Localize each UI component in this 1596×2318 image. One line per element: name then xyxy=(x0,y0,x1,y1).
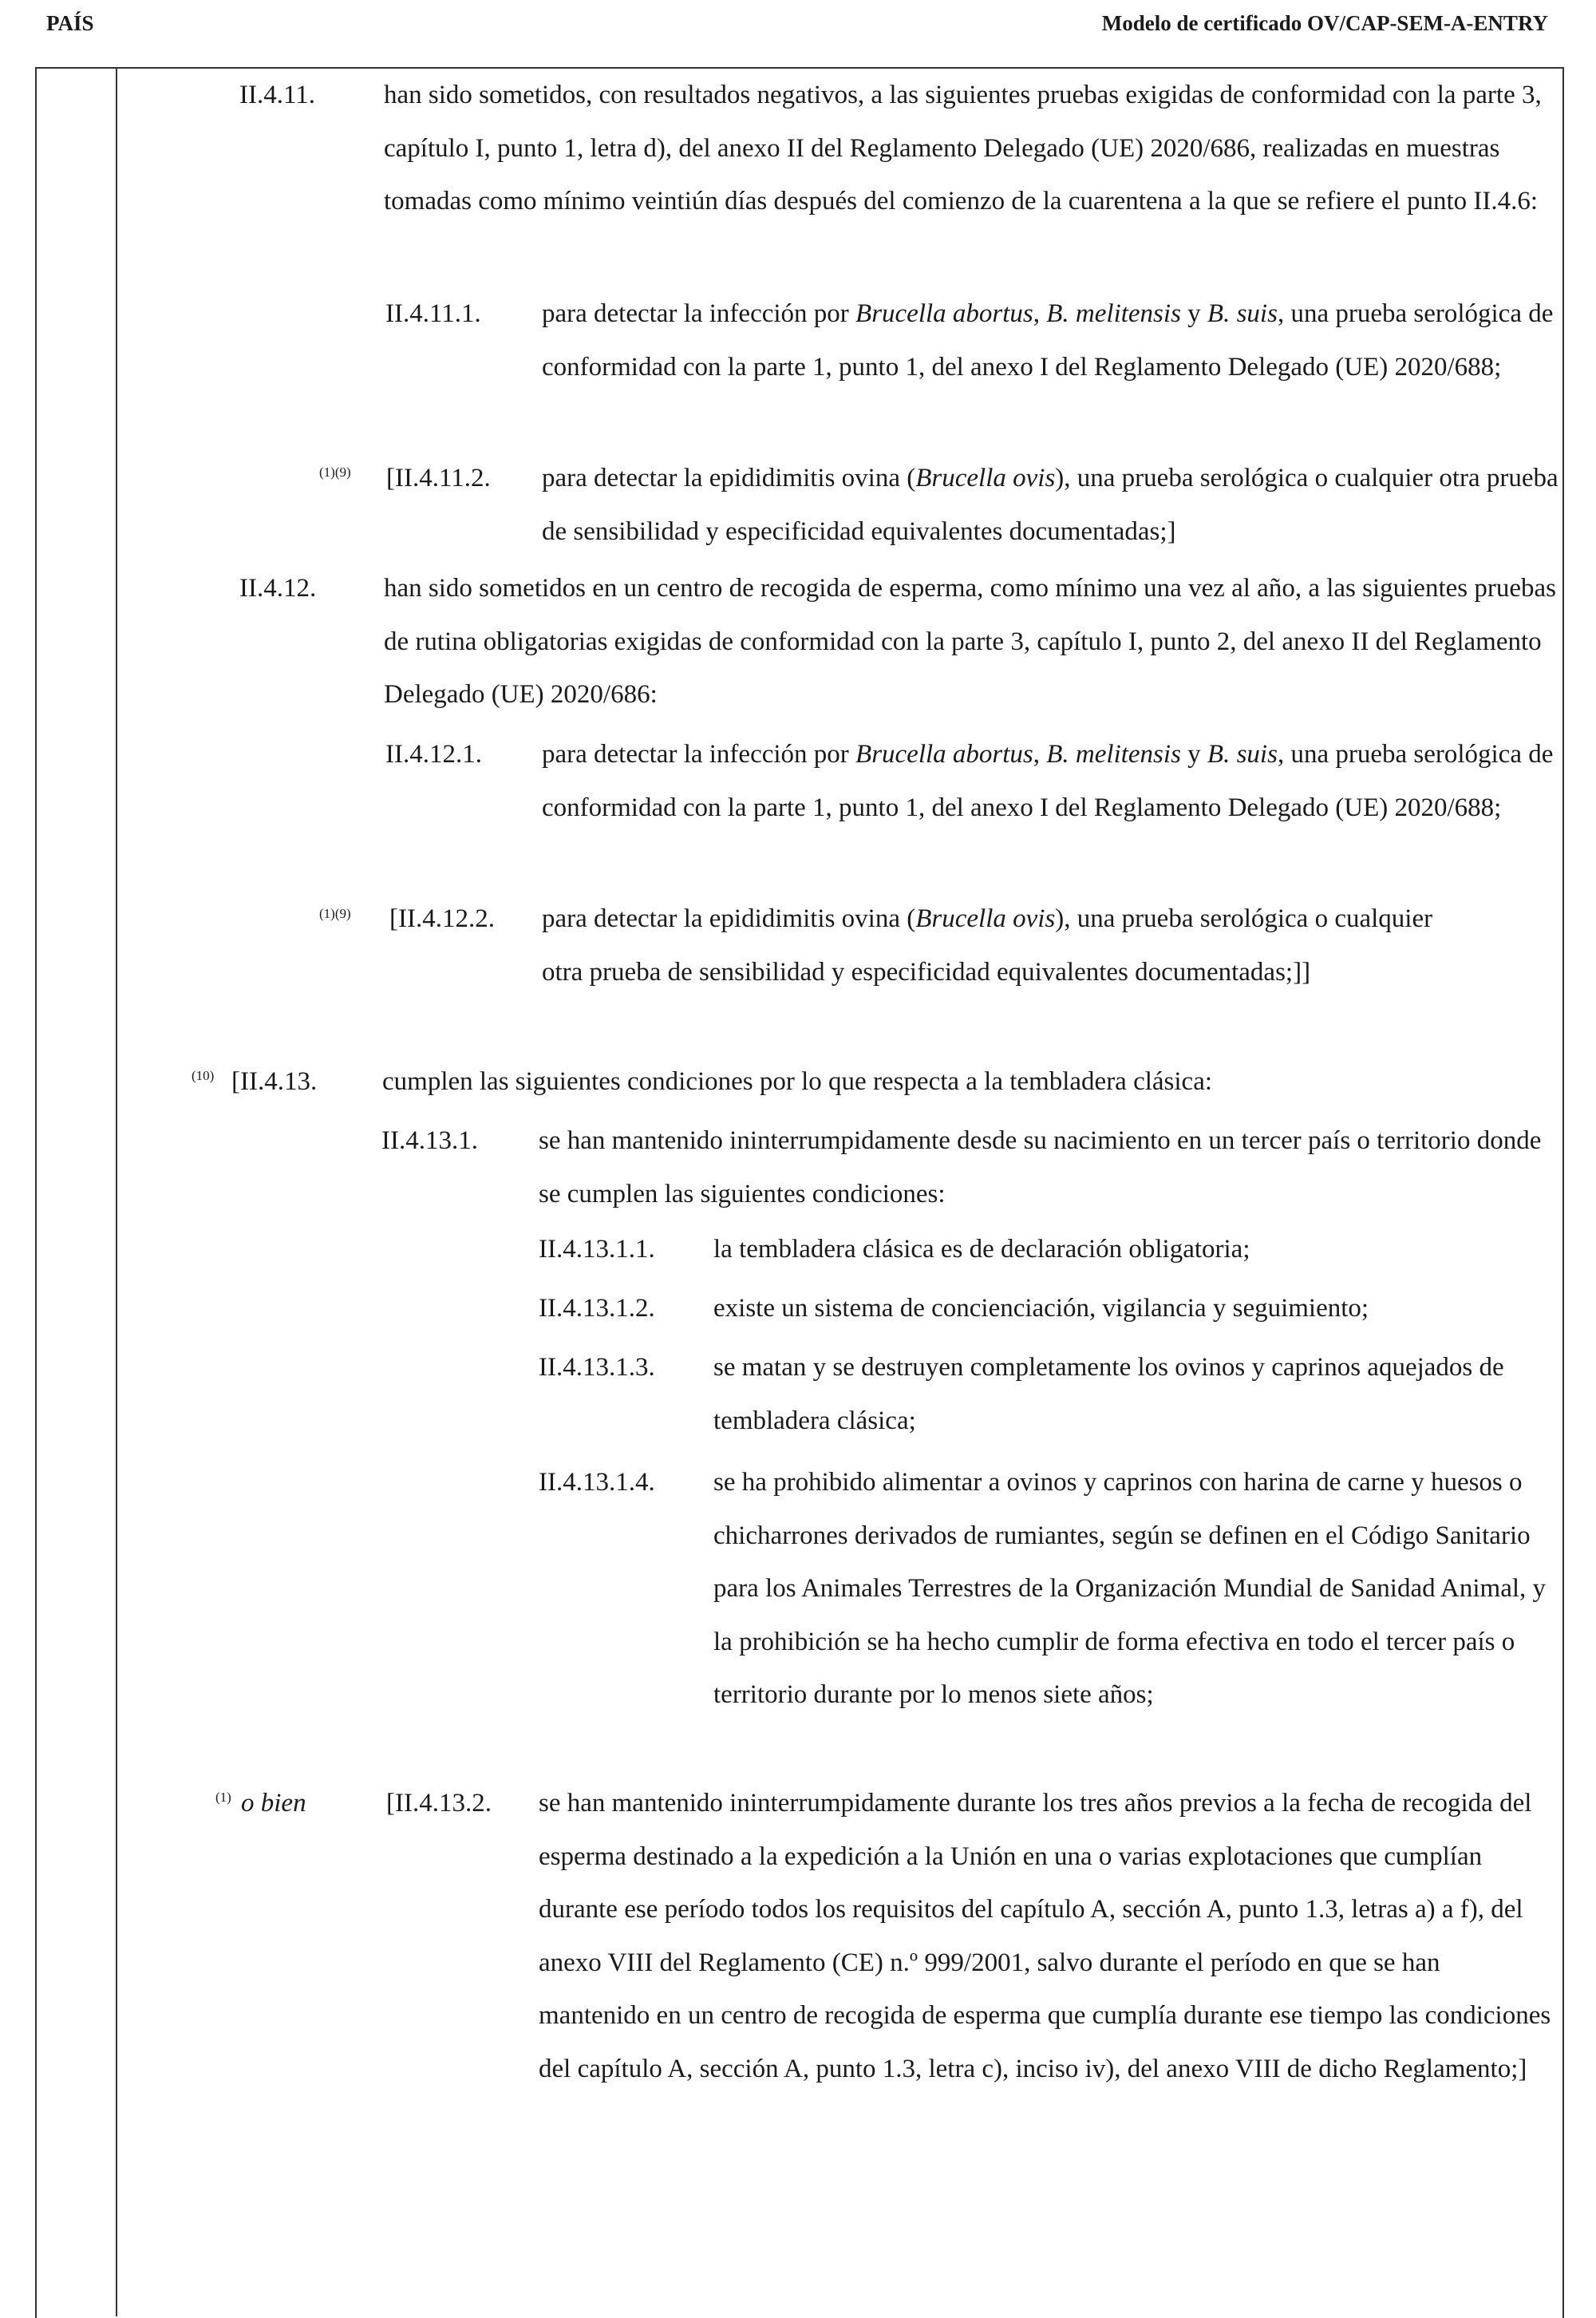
item-text-II-4-12-2 xyxy=(542,892,1479,999)
text-part: ), una prueba serológica o cualquier otra prueba de sensibilidad y especificidad equivalentes documentadas;] xyxy=(542,464,1558,546)
text-part: ), una prueba serológica o cualquier otra prueba de sensibilidad y especificidad equivalentes documentadas;]] xyxy=(542,904,1433,987)
species-name: B. suis xyxy=(1207,299,1278,328)
text-part: , una prueba serológica de conformidad con la parte 1, punto 1, del anexo I del Reglamento Delegado (UE) 2020/688; xyxy=(542,740,1554,822)
item-text-II-4-13-1: se han mantenido ininterrumpidamente desde su nacimiento en un tercer país o territorio donde se cumplen las siguientes condiciones: xyxy=(539,1126,1542,1208)
text-part: , xyxy=(1033,299,1047,328)
item-number-II-4-13-1-4: II.4.13.1.4. xyxy=(539,1468,655,1497)
text-part: y xyxy=(1180,299,1207,328)
item-text-II-4-13-1-2: existe un sistema de concienciación, vigilancia y seguimiento; xyxy=(713,1294,1369,1323)
text-part: para detectar la epididimitis ovina ( xyxy=(542,904,916,933)
text-part: para detectar la infección por xyxy=(542,299,856,328)
item-number-II-4-13-1-3: II.4.13.1.3. xyxy=(539,1353,655,1382)
header-country: PAÍS xyxy=(46,11,94,35)
species-name: B. melitensis xyxy=(1046,299,1181,328)
species-name: Brucella abortus xyxy=(855,299,1033,328)
text-part: para detectar la infección por xyxy=(542,740,856,769)
item-text-II-4-13-2: se han mantenido ininterrumpidamente durante los tres años previos a la fecha de recogida del esperma destinado a la expedición a la Unión en una o varias explotaciones que cumplían durante ese período todos los requisitos del capítulo A, sección A, punto 1.3, letras a) a f), del anexo VIII del Reglamento (CE) n.º 999/2001, salvo durante el período en que se han mantenido en un centro de recogida de esperma que cumplía durante ese tiempo las condiciones del capítulo A, sección A, punto 1.3, letra c), inciso iv), del anexo VIII de dicho Reglamento;] xyxy=(539,1789,1551,2083)
item-text-II-4-12-1 xyxy=(542,728,1559,834)
species-name: Brucella ovis xyxy=(915,904,1056,933)
item-text-II-4-11-1 xyxy=(542,287,1559,394)
item-number-II-4-13-1: II.4.13.1. xyxy=(381,1126,478,1155)
item-text-II-4-13-1-4: se ha prohibido alimentar a ovinos y caprinos con harina de carne y huesos o chicharrones derivados de rumiantes, según se definen en el Código Sanitario para los Animales Terrestres de la Organización Mundial de Sanidad Animal, y la prohibición se ha hecho cumplir de forma efectiva en todo el tercer país o territorio durante por lo menos siete años; xyxy=(713,1468,1547,1709)
item-number-II-4-13-1-2: II.4.13.1.2. xyxy=(539,1294,655,1323)
item-text-II-4-12: han sido sometidos en un centro de recogida de esperma, como mínimo una vez al año, a las siguientes pruebas de rutina obligatorias exigidas de conformidad con la parte 3, capítulo I, punto 2, del anexo II del Reglamento Delegado (UE) 2020/686: xyxy=(384,574,1556,709)
header-certificate-model: Modelo de certificado OV/CAP-SEM-A-ENTRY xyxy=(1101,11,1548,35)
item-number-II-4-13: [II.4.13. xyxy=(231,1067,318,1096)
item-text-II-4-13-1-1: la tembladera clásica es de declaración obligatoria; xyxy=(713,1235,1250,1264)
item-number-II-4-11-1: II.4.11.1. xyxy=(385,299,481,328)
text-part: para detectar la epididimitis ovina ( xyxy=(542,464,916,492)
text-part: , xyxy=(1033,740,1047,769)
item-number-II-4-12-1: II.4.12.1. xyxy=(385,740,482,769)
text-part: y xyxy=(1180,740,1207,769)
item-text-II-4-11: han sido sometidos, con resultados negativos, a las siguientes pruebas exigidas de conformidad con la parte 3, capítulo I, punto 1, letra d), del anexo II del Reglamento Delegado (UE) 2020/686, realizadas en muestras tomadas como mínimo veintiún días después del comienzo de la cuarentena a la que se refiere el punto II.4.6: xyxy=(384,81,1542,216)
species-name: Brucella abortus xyxy=(855,740,1033,769)
species-name: B. suis xyxy=(1207,740,1278,769)
item-text-II-4-13-1-3: se matan y se destruyen completamente los ovinos y caprinos aquejados de tembladera clásica; xyxy=(713,1353,1504,1435)
species-name: Brucella ovis xyxy=(915,464,1056,492)
item-number-II-4-12: II.4.12. xyxy=(239,574,317,603)
item-text-II-4-11-2 xyxy=(542,452,1559,558)
alternative-qualifier: o bien xyxy=(241,1789,306,1818)
margin-column-rule xyxy=(116,67,117,2316)
footnote-ref: (1) xyxy=(215,1790,231,1805)
footnote-ref: (1)(9) xyxy=(319,465,351,480)
text-part: , una prueba serológica de conformidad con la parte 1, punto 1, del anexo I del Reglamento Delegado (UE) 2020/688; xyxy=(542,299,1554,382)
species-name: B. melitensis xyxy=(1046,740,1181,769)
item-number-II-4-13-1-1: II.4.13.1.1. xyxy=(539,1235,655,1264)
item-text-II-4-13: cumplen las siguientes condiciones por lo que respecta a la tembladera clásica: xyxy=(382,1067,1213,1096)
item-number-II-4-11: II.4.11. xyxy=(239,81,316,109)
item-number-II-4-12-2: [II.4.12.2. xyxy=(389,904,495,933)
item-number-II-4-13-2: [II.4.13.2. xyxy=(386,1789,492,1818)
footnote-ref: (10) xyxy=(192,1068,215,1083)
footnote-ref: (1)(9) xyxy=(319,906,351,921)
item-number-II-4-11-2: [II.4.11.2. xyxy=(386,464,491,492)
